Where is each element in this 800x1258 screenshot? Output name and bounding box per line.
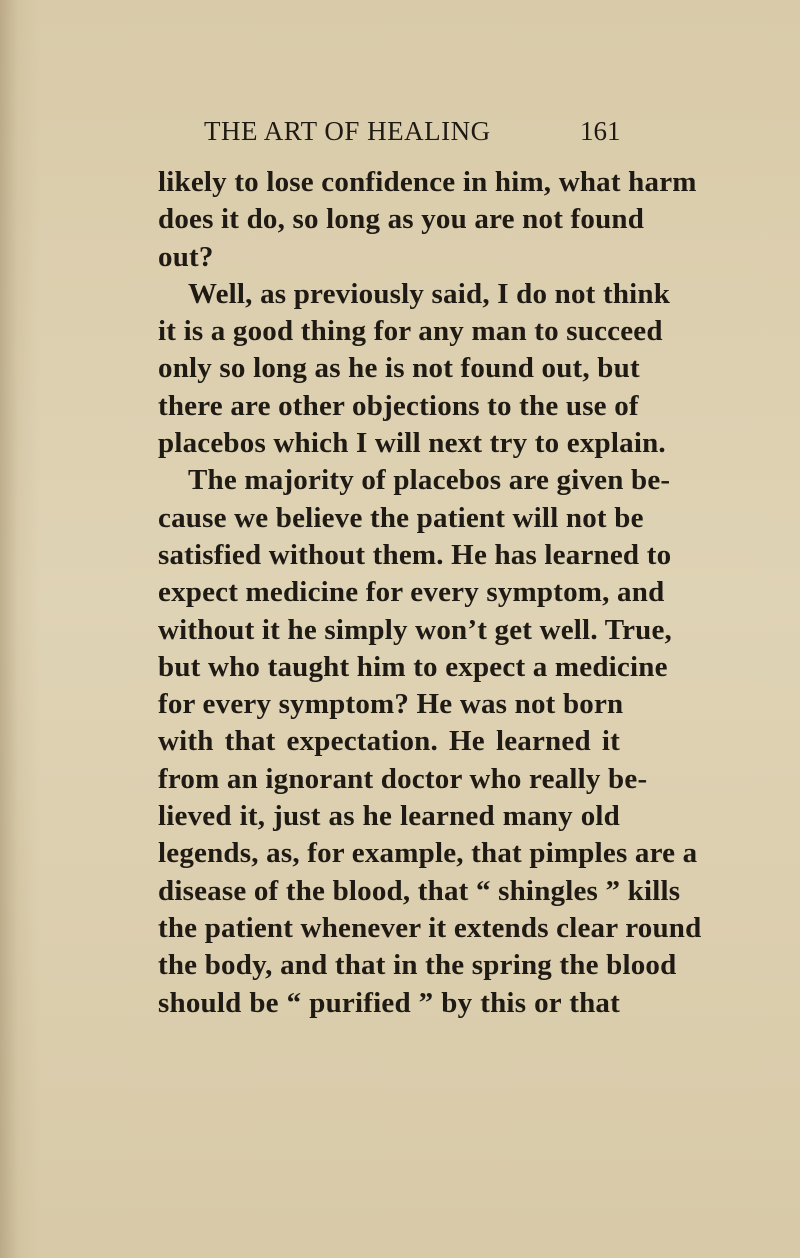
page-header — [0, 116, 800, 156]
text-line: with that expectation. He learned it — [158, 725, 620, 758]
text-line: The majority of placebos are given be- — [188, 464, 671, 497]
text-line: expect medicine for every symptom, and — [158, 576, 665, 609]
text-line: satisfied without them. He has learned to — [158, 538, 672, 571]
text-line: without it he simply won’t get well. True, — [158, 613, 673, 646]
text-line: likely to lose confidence in him, what harm — [158, 166, 697, 198]
body-text — [158, 164, 702, 1022]
text-line: should be “ purified ” by this or that — [158, 986, 620, 1019]
text-line: disease of the blood, that “ shingles ” kills — [158, 874, 681, 907]
text-line: the patient whenever it extends clear round — [158, 911, 702, 944]
text-line: for every symptom? He was not born — [158, 688, 624, 721]
text-line: the body, and that in the spring the blood — [158, 949, 677, 982]
text-line: but who taught him to expect a medicine — [158, 650, 668, 683]
text-line: legends, as, for example, that pimples are a — [158, 837, 698, 870]
text-line: does it do, so long as you are not found — [158, 203, 645, 236]
text-line: cause we believe the patient will not be — [158, 501, 644, 534]
text-line: only so long as he is not found out, but — [158, 352, 640, 385]
text-line: it is a good thing for any man to succeed — [158, 315, 663, 348]
text-line: lieved it, just as he learned many old — [158, 800, 620, 833]
text-line: Well, as previously said, I do not think — [188, 277, 671, 310]
text-line: from an ignorant doctor who really be- — [158, 762, 648, 795]
text-line: out? — [158, 240, 214, 273]
page-number: 161 — [580, 116, 621, 146]
running-head: THE ART OF HEALING — [204, 116, 491, 146]
text-line: there are other objections to the use of — [158, 389, 639, 422]
text-line: placebos which I will next try to explain. — [158, 427, 666, 460]
